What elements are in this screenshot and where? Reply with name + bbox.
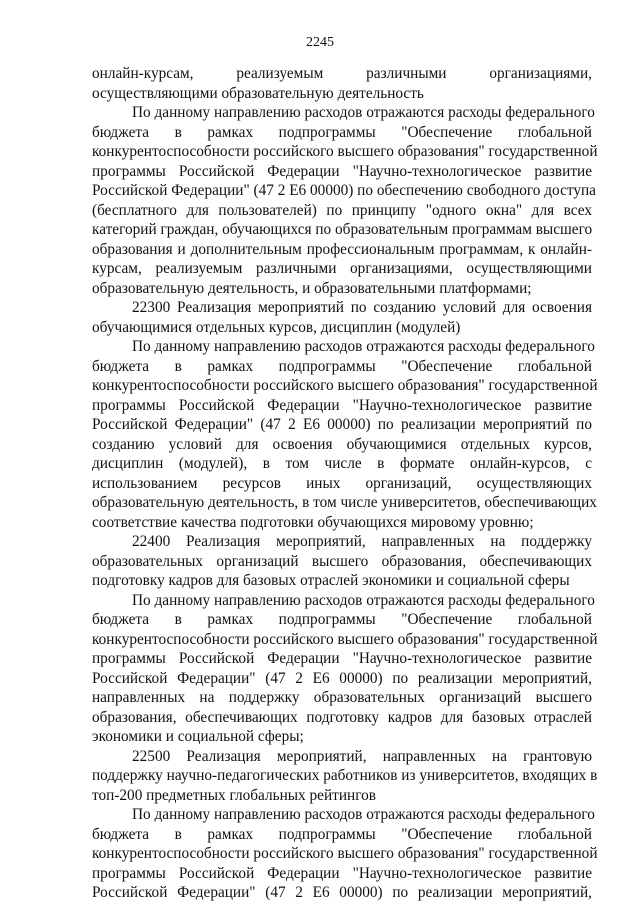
paragraph [92,532,592,591]
text-line: обучающимися отдельных курсов, дисциплин (модулей) [92,318,461,336]
text-line: соответствие качества подготовки обучающихся мировому уровню; [92,513,534,531]
text-line: поддержку научно-педагогических работников из университетов, входящих в [92,767,598,784]
text-line: конкурентоспособности российского высшего образования" государственной [92,630,598,648]
document-body [92,64,598,903]
text-line: осуществляющими образовательную деятельность [92,84,424,102]
text-line: конкурентоспособности российского высшего образования" государственной [92,845,598,862]
text-line: бюджета в рамках подпрограммы "Обеспечение глобальной [92,611,592,628]
text-line: созданию условий для освоения обучающимися отдельных курсов, [92,435,592,453]
text-line: программы Российской Федерации "Научно-технологическое развитие [92,650,592,667]
text-line: экономики и социальной сферы; [92,728,304,745]
text-line: категорий граждан, обучающихся по образовательным программам высшего [92,221,593,238]
text-line: образовательных организаций высшего образования, обеспечивающих [92,552,592,570]
text-line: бюджета в рамках подпрограммы "Обеспечение глобальной [92,357,592,375]
text-line: По данному направлению расходов отражаются расходы федерального [132,338,595,355]
text-line: (бесплатного для пользователей) по принципу "одного окна" для всех [92,201,592,219]
text-line: Российской Федерации" (47 2 Е6 00000) по реализации мероприятий по [92,416,592,433]
text-line: По данному направлению расходов отражаются расходы федерального [132,104,595,121]
paragraph [92,298,592,337]
text-line: 22300 Реализация мероприятий по созданию условий для освоения [132,299,592,316]
text-line: Российской Федерации" (47 2 Е6 00000) по обеспечению свободного доступа [92,182,596,199]
paragraph [92,747,598,806]
paragraph [92,805,598,903]
text-line: конкурентоспособности российского высшего образования" государственной [92,143,598,160]
text-line: топ-200 предметных глобальных рейтингов [92,786,376,804]
page-number: 2245 [306,35,334,50]
text-line: подготовку кадров для базовых отраслей экономики и социальной сферы [92,572,570,589]
text-line: образовательную деятельность, и образовательными платформами; [92,279,532,297]
text-line: программы Российской Федерации "Научно-технологическое развитие [92,864,592,882]
text-line: 22400 Реализация мероприятий, направленных на поддержку [132,533,592,550]
text-line: 22500 Реализация мероприятий, направленных на грантовую [132,747,592,765]
paragraph [92,337,598,532]
paragraph [92,103,598,298]
text-line: Российской Федерации" (47 2 Е6 00000) по реализации мероприятий, [92,669,592,687]
text-line: онлайн-курсам, реализуемым различными организациями, [92,65,592,82]
text-line: По данному направлению расходов отражаются расходы федерального [132,806,595,823]
text-line: По данному направлению расходов отражаются расходы федерального [132,591,595,609]
text-line: бюджета в рамках подпрограммы "Обеспечение глобальной [92,825,592,843]
text-line: образовательную деятельность, в том числе университетов, обеспечивающих [92,494,597,511]
text-line: образования, обеспечивающих подготовку кадров для базовых отраслей [92,708,592,726]
paragraph [92,64,592,103]
text-line: дисциплин (модулей), в том числе в формате онлайн-курсов, с [92,455,592,472]
text-line: направленных на поддержку образовательных организаций высшего [92,689,592,706]
text-line: Российской Федерации" (47 2 Е6 00000) по реализации мероприятий, [92,884,592,901]
paragraph [92,591,598,747]
text-line: конкурентоспособности российского высшего образования" государственной [92,377,598,394]
text-line: использованием ресурсов иных организаций, осуществляющих [92,474,592,492]
text-line: программы Российской Федерации "Научно-технологическое развитие [92,396,592,414]
text-line: курсам, реализуемым различными организациями, осуществляющими [92,260,592,277]
text-line: образования и дополнительным профессиональным программам, к онлайн- [92,240,592,258]
text-line: бюджета в рамках подпрограммы "Обеспечение глобальной [92,123,592,141]
text-line: программы Российской Федерации "Научно-технологическое развитие [92,162,592,180]
